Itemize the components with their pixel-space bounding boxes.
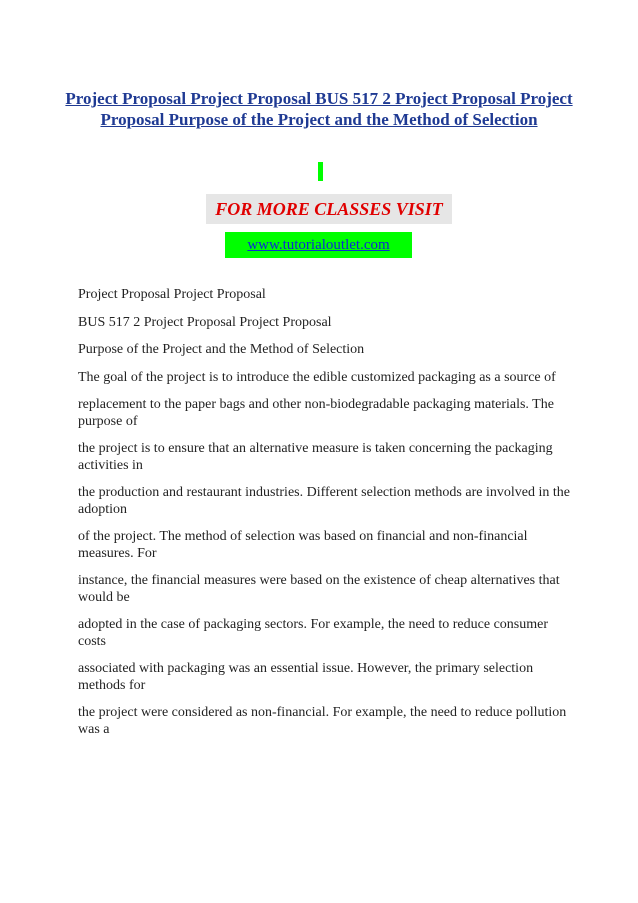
paragraph: associated with packaging was an essential issue. However, the primary selection methods for xyxy=(78,661,534,693)
paragraph: the project were considered as non-financial. For example, the need to reduce pollution was a xyxy=(78,705,567,737)
paragraph: Project Proposal Project Proposal xyxy=(78,287,266,302)
paragraph: The goal of the project is to introduce the edible customized packaging as a source of xyxy=(78,369,556,385)
website-link[interactable]: www.tutorialoutlet.com xyxy=(225,232,412,258)
paragraph: adopted in the case of packaging sectors. For example, the need to reduce consumer costs xyxy=(78,617,548,649)
paragraph: the production and restaurant industries. Different selection methods are involved in the adoption xyxy=(78,485,570,517)
paragraph: BUS 517 2 Project Proposal Project Proposal xyxy=(78,314,332,330)
highlight-marker xyxy=(318,162,323,181)
document-title: Project Proposal Project Proposal BUS 517 2 Project Proposal Project Proposal Purpose of the Project and the Method of Selection xyxy=(65,89,573,129)
paragraph: the project is to ensure that an alternative measure is taken concerning the packaging activities in xyxy=(78,441,553,473)
promo-visit-banner: FOR MORE CLASSES VISIT xyxy=(206,194,452,224)
paragraph: instance, the financial measures were based on the existence of cheap alternatives that would be xyxy=(78,573,560,605)
document-body xyxy=(78,287,578,749)
paragraph: replacement to the paper bags and other non-biodegradable packaging materials. The purpose of xyxy=(78,397,554,429)
paragraph: Purpose of the Project and the Method of Selection xyxy=(78,342,365,357)
paragraph: of the project. The method of selection was based on financial and non-financial measures. For xyxy=(78,529,528,561)
